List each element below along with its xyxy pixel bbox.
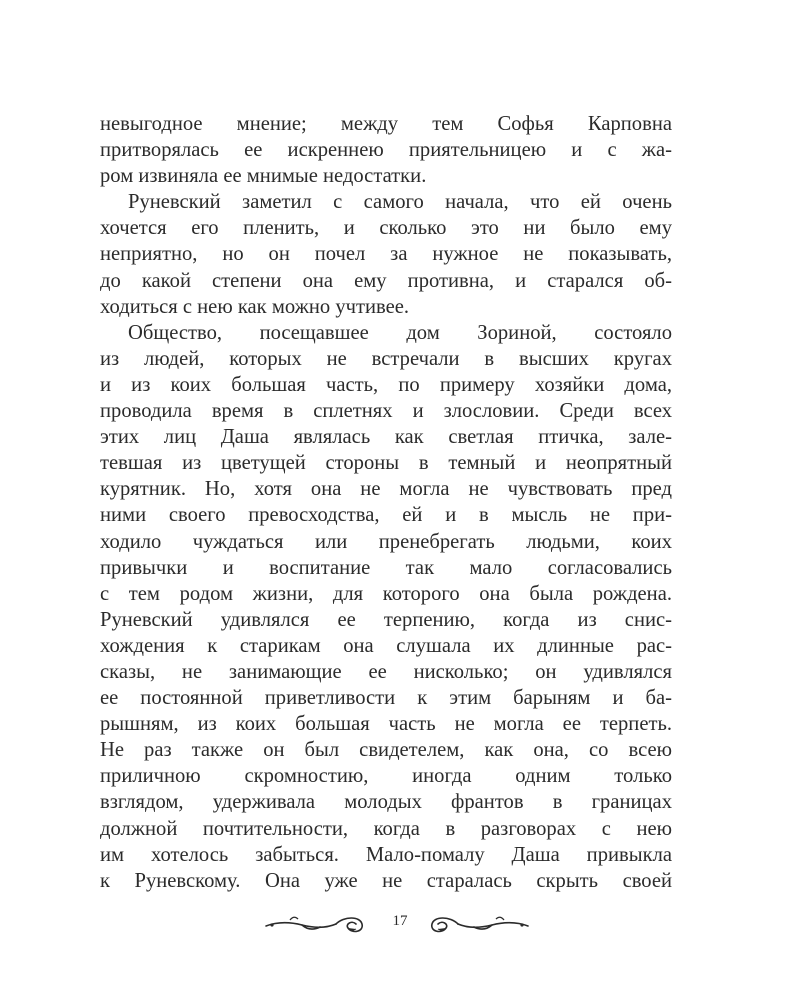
text-line-13: этих лиц Даша являлась как светлая птичка, зале- bbox=[100, 426, 672, 449]
scroll-ornament-icon bbox=[262, 910, 372, 936]
text-line-22: сказы, не занимающие ее нисколько; он удивлялся bbox=[100, 660, 672, 683]
text-line-30: к Руневскому. Она уже не старалась скрыть своей bbox=[100, 869, 672, 892]
text-line-6: неприятно, но он почел за нужное не показывать, bbox=[100, 243, 672, 266]
text-line-18: привычки и воспитание так мало согласовались bbox=[100, 556, 672, 579]
text-line-12: проводила время в сплетнях и злословии. Среди всех bbox=[100, 400, 672, 423]
text-line-28: должной почтительности, когда в разговорах с нею bbox=[100, 817, 672, 840]
text-line-5: хочется его пленить, и сколько это ни было ему bbox=[100, 217, 672, 240]
text-line-29: им хотелось забыться. Мало-помалу Даша привыкла bbox=[100, 843, 672, 866]
text-line-25: Не раз также он был свидетелем, как она, со всею bbox=[100, 739, 672, 762]
text-line-24: рышням, из коих большая часть не могла ее терпеть. bbox=[100, 713, 672, 736]
text-line-17: ходило чуждаться или пренебрегать людьми, коих bbox=[100, 530, 672, 553]
scroll-ornament-icon bbox=[422, 910, 532, 936]
text-line-1: невыгодное мнение; между тем Софья Карповна bbox=[100, 113, 672, 135]
text-line-15: курятник. Но, хотя она не могла не чувствовать пред bbox=[100, 478, 672, 501]
text-line-2: притворялась ее искреннею приятельницею и с жа- bbox=[100, 139, 672, 162]
text-line-23: ее постоянной приветливости к этим барыням и ба- bbox=[100, 687, 672, 710]
text-line-27: взглядом, удерживала молодых франтов в границах bbox=[100, 791, 672, 814]
page-footer bbox=[0, 906, 800, 940]
page-number: 17 bbox=[392, 913, 408, 929]
text-line-4: Руневский заметил с самого начала, что ей очень bbox=[128, 191, 672, 214]
text-line-10: из людей, которых не встречали в высших кругах bbox=[100, 347, 672, 370]
text-line-21: хождения к старикам она слушала их длинные рас- bbox=[100, 634, 672, 657]
text-line-26: приличною скромностию, иногда одним только bbox=[100, 765, 672, 788]
text-line-7: до какой степени она ему противна, и старался об- bbox=[100, 269, 672, 292]
text-line-16: ними своего превосходства, ей и в мысль не при- bbox=[100, 504, 672, 527]
text-line-9: Общество, посещавшее дом Зориной, состояло bbox=[128, 321, 672, 344]
text-line-20: Руневский удивлялся ее терпению, когда из снис- bbox=[100, 608, 672, 631]
body-text bbox=[100, 111, 672, 894]
text-line-19: с тем родом жизни, для которого она была рождена. bbox=[100, 582, 672, 605]
text-line-3: ром извиняла ее мнимые недостатки. bbox=[100, 165, 427, 188]
text-line-8: ходиться с нею как можно учтивее. bbox=[100, 295, 410, 318]
text-line-14: тевшая из цветущей стороны в темный и неопрятный bbox=[100, 452, 672, 475]
text-line-11: и из коих большая часть, по примеру хозяйки дома, bbox=[100, 373, 672, 396]
